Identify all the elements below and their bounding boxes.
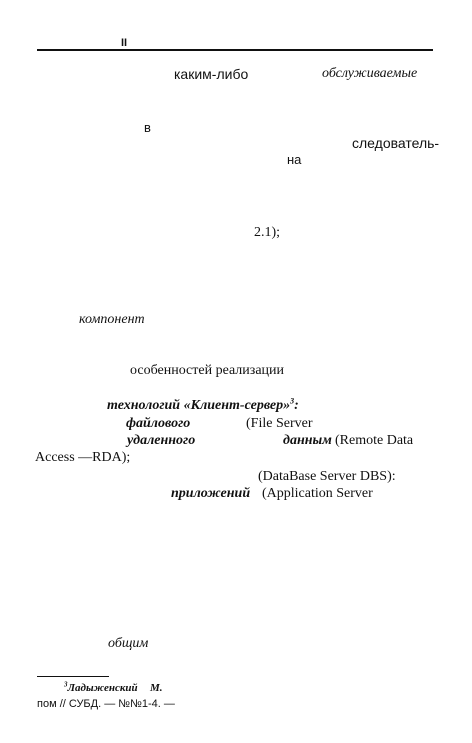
header-mark: II	[121, 37, 128, 49]
line-7	[107, 396, 299, 413]
line-8-term: файлового	[126, 416, 191, 431]
line-9-tail: (Remote Data	[335, 433, 414, 448]
footnote-rule	[37, 676, 109, 677]
line-10: Access —RDA);	[35, 450, 131, 465]
line-6-phrase: особенностей реализации	[130, 363, 285, 378]
line-2-left: в	[144, 120, 151, 135]
footnote-marker: 3	[64, 680, 68, 689]
footnote-line-2: пом // СУБД. — №№1-4. —	[37, 698, 175, 710]
footnote-author: Ладыженский	[67, 682, 138, 694]
line-12-tail: (Application Server	[262, 486, 373, 501]
top-rule	[37, 49, 433, 51]
line-7-term: технологий «Клиент-сервер»	[107, 398, 291, 413]
line-9-left: удаленного	[127, 433, 196, 448]
line-11: (DataBase Server DBS):	[258, 469, 396, 484]
line-4-reference: 2.1);	[254, 225, 281, 240]
line-8-tail: (File Server	[246, 416, 313, 431]
line-13-term: общим	[108, 636, 149, 651]
line-1-left: каким-либо	[174, 66, 249, 82]
line-5-term: компонент	[79, 312, 145, 327]
line-2-right: следователь-	[352, 135, 440, 151]
line-1-right: обслуживаемые	[322, 66, 418, 81]
line-7-tail: :	[294, 398, 299, 413]
line-3-center: на	[287, 152, 302, 167]
line-7-sup: 3	[290, 396, 295, 406]
footnote-initial: М.	[150, 682, 163, 694]
footnote-line-1	[64, 680, 138, 694]
line-9-mid: данным	[283, 433, 332, 448]
line-12-term: приложений	[171, 486, 251, 501]
